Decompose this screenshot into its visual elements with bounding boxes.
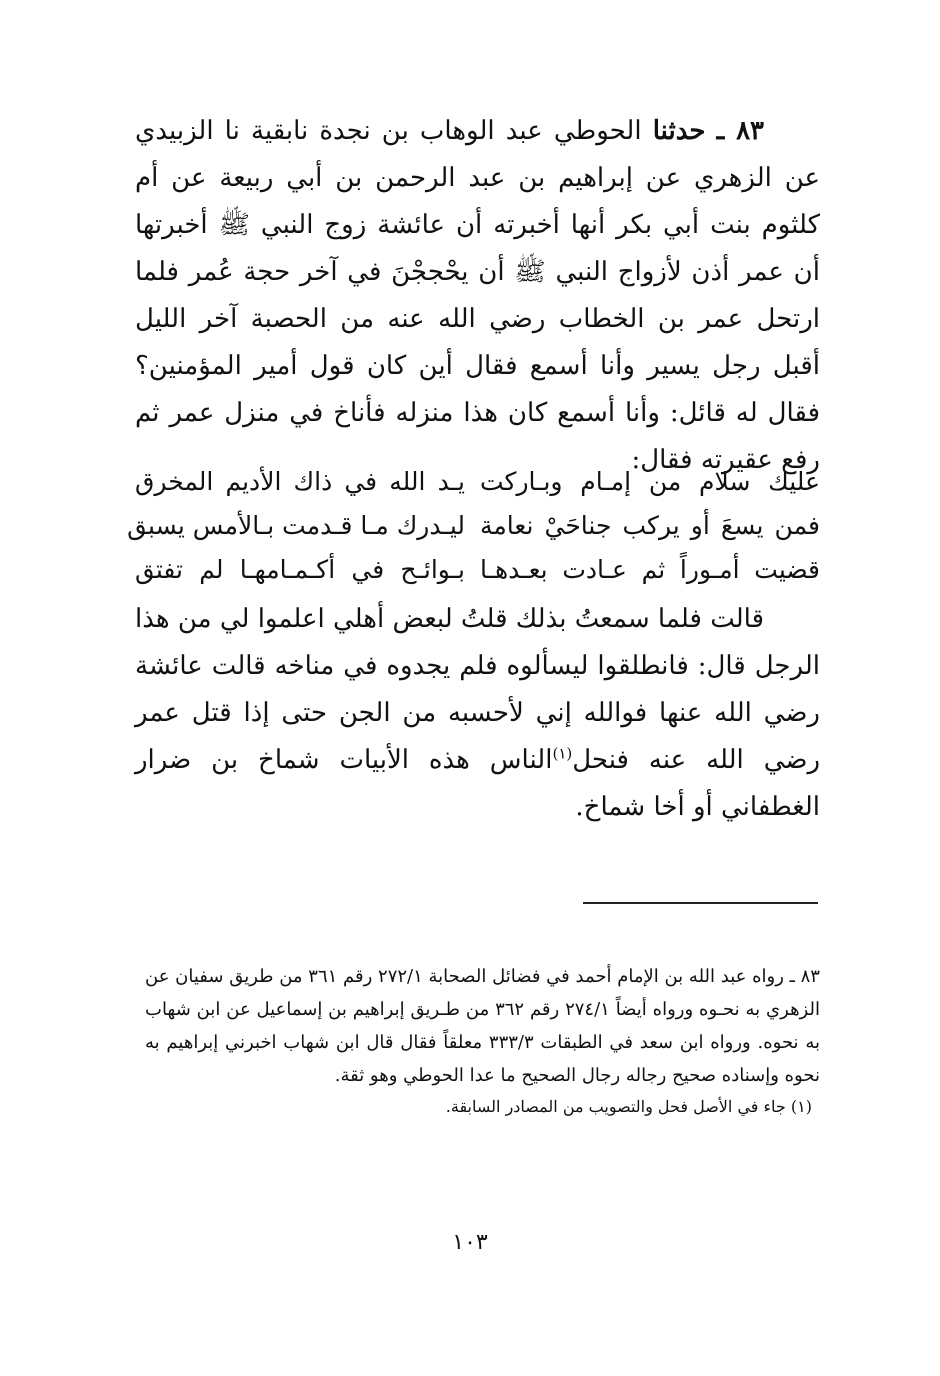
narration-text-continued: الناس هذه الأبيات شماخ بن ضرار الغطفاني أو أخا شماخ.	[135, 745, 820, 822]
footnote-takhrij: ٨٣ ـ رواه عبد الله بن الإمام أحمد في فضائل الصحابة ٢٧٢/١ رقم ٣٦١ من طريق سفيان عن الزهري به نحـوه ورواه أيضاً ٢٧٤/١ رقم ٣٦٢ من طـريق إبراهيم بن إسماعيل عن ابن شهاب به نحوه. ورواه ابن سعد في الطبقات ٣٣٣/٣ معلقاً فقال قال ابن شهاب اخبرني إبراهيم به نحوه وإسناده صحيح رجاله رجال الصحيح ما عدا الحوطي وهو ثقة.	[145, 966, 820, 1086]
poem-verse	[127, 504, 820, 548]
hadith-number: ٨٣ ـ	[716, 116, 765, 146]
verse-second-half: ليـدرك مـا قـدمت بـالأمس يسبق	[127, 511, 465, 540]
poem-verse	[135, 548, 820, 592]
verse-second-half: يـد الله في ذاك الأديم المخرق	[135, 467, 465, 496]
verse-first-half: فمن يسعَ أو يركب جناحَيْ نعامة	[480, 511, 820, 540]
footnote-reference: (١)	[552, 744, 573, 763]
footnote-divider	[583, 902, 818, 904]
hadith-text: الحوطي عبد الوهاب بن نجدة نابقية نا الزبيدي عن الزهري عن إبراهيم بن عبد الرحمن بن أبي ربيعة عن أم كلثوم بنت أبي بكر أنها أخبرته أن عائشة زوج النبي ﷺ أخبرتها أن عمر أذن لأزواج النبي ﷺ أن يحْججْنَ في آخر حجة عُمر فلما ارتحل عمر بن الخطاب رضي الله عنه من الحصبة آخر الليل أقبل رجل يسير وأنا أسمع فقال أين كان قول أمير المؤمنين؟ فقال له قائل: وأنا أسمع كان هذا منزله فأناخ في منزل عمر ثم رفع عقيرته فقال:	[135, 116, 820, 475]
verse-first-half: عليك سلام من إمـام وبـاركت	[480, 467, 820, 496]
footnote-correction: (١) جاء في الأصل فحل والتصويب من المصادر السابقة.	[445, 1097, 812, 1116]
verse-second-half: بـوائـح في أكـمـامهـا لم تفتق	[135, 555, 465, 584]
hadith-lead-word: حدثنا	[652, 116, 706, 146]
poem-verse	[135, 460, 820, 504]
verse-first-half: قضيت أمـوراً ثم عـادت بعـدهـا	[480, 555, 820, 584]
narration-text: قالت فلما سمعتُ بذلك قلتُ لبعض أهلي اعلموا لي من هذا الرجل قال: فانطلقوا ليسألوه فلم يجدوه في مناخه قالت عائشة رضي الله عنها فوالله إني لأحسبه من الجن حتى إذا قتل عمر رضي الله عنه فنحل	[135, 604, 820, 775]
footnotes	[145, 960, 820, 1122]
narration-paragraph	[135, 596, 820, 831]
hadith-paragraph	[135, 108, 820, 484]
poem	[127, 460, 820, 592]
page-number: ١٠٣	[452, 1230, 488, 1255]
